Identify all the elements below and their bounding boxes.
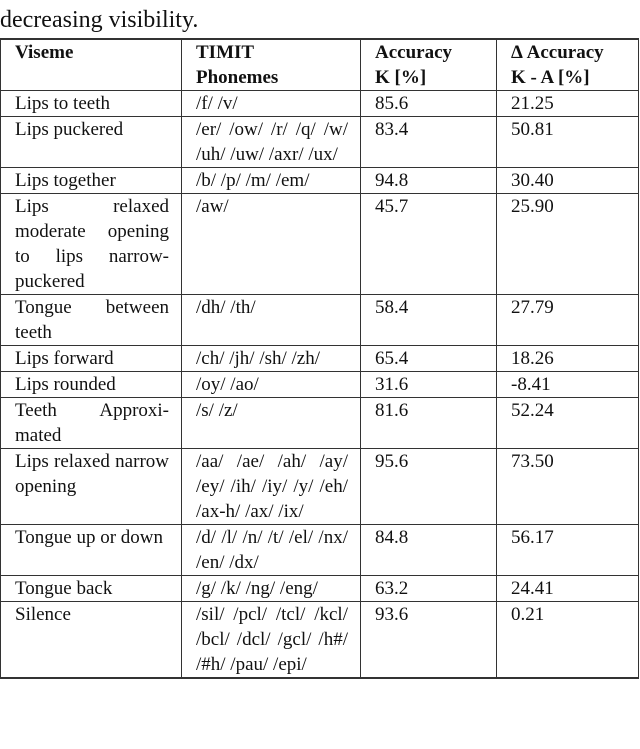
table-header-row — [1, 39, 639, 91]
delta-accuracy-cell: 27.79 — [497, 295, 639, 346]
delta-accuracy-cell: 73.50 — [497, 449, 639, 525]
delta-accuracy-cell: 18.26 — [497, 346, 639, 372]
accuracy-k-cell: 93.6 — [361, 602, 497, 679]
header-viseme — [1, 39, 182, 91]
caption-text: decreasing visibility. — [0, 7, 199, 33]
viseme-cell: Lips forward — [1, 346, 182, 372]
phonemes-cell: /ch/ /jh/ /sh/ /zh/ — [182, 346, 361, 372]
accuracy-k-cell: 63.2 — [361, 576, 497, 602]
table-row — [1, 194, 639, 295]
phonemes-cell: /f/ /v/ — [182, 91, 361, 117]
viseme-accuracy-table — [0, 38, 639, 679]
accuracy-k-cell: 94.8 — [361, 168, 497, 194]
table-row — [1, 295, 639, 346]
viseme-cell: Lips together — [1, 168, 182, 194]
table-row — [1, 91, 639, 117]
viseme-cell: Tongue back — [1, 576, 182, 602]
header-k-percent-label: K [%] — [375, 67, 427, 88]
viseme-cell: Lips to teeth — [1, 91, 182, 117]
accuracy-k-cell: 58.4 — [361, 295, 497, 346]
phonemes-cell: /b/ /p/ /m/ /em/ — [182, 168, 361, 194]
phonemes-cell: /sil/ /pcl/ /tcl/ /kcl/ /bcl/ /dcl/ /gcl/ /h#/ /#h/ /pau/ /epi/ — [182, 602, 361, 679]
accuracy-k-cell: 31.6 — [361, 372, 497, 398]
accuracy-k-cell: 45.7 — [361, 194, 497, 295]
header-timit-label: TIMIT — [196, 42, 255, 63]
accuracy-k-cell: 95.6 — [361, 449, 497, 525]
table-row — [1, 372, 639, 398]
delta-accuracy-cell: 52.24 — [497, 398, 639, 449]
header-k-minus-a-label: K - A [%] — [511, 67, 590, 88]
header-accuracy-k — [361, 39, 497, 91]
table-row — [1, 346, 639, 372]
viseme-cell: Teeth Approximated — [1, 398, 182, 449]
table-row — [1, 398, 639, 449]
table-row — [1, 449, 639, 525]
delta-accuracy-cell: 25.90 — [497, 194, 639, 295]
viseme-cell: Silence — [1, 602, 182, 679]
delta-accuracy-cell: 24.41 — [497, 576, 639, 602]
delta-accuracy-cell: 30.40 — [497, 168, 639, 194]
header-delta-accuracy-label: Δ Accuracy — [511, 42, 604, 63]
accuracy-k-cell: 81.6 — [361, 398, 497, 449]
delta-accuracy-cell: 56.17 — [497, 525, 639, 576]
header-accuracy-label: Accuracy — [375, 42, 453, 63]
delta-accuracy-cell: 50.81 — [497, 117, 639, 168]
header-timit-phonemes — [182, 39, 361, 91]
delta-accuracy-cell: 0.21 — [497, 602, 639, 679]
viseme-cell: Lips puckered — [1, 117, 182, 168]
delta-accuracy-cell: 21.25 — [497, 91, 639, 117]
viseme-cell: Lips relaxed narrow opening — [1, 449, 182, 525]
phonemes-cell: /er/ /ow/ /r/ /q/ /w/ /uh/ /uw/ /axr/ /ux/ — [182, 117, 361, 168]
header-viseme-label: Viseme — [15, 42, 74, 63]
phonemes-cell: /aa/ /ae/ /ah/ /ay/ /ey/ /ih/ /iy/ /y/ /eh/ /ax-h/ /ax/ /ix/ — [182, 449, 361, 525]
delta-accuracy-cell: -8.41 — [497, 372, 639, 398]
header-delta-accuracy — [497, 39, 639, 91]
table-row — [1, 576, 639, 602]
viseme-cell: Tongue between teeth — [1, 295, 182, 346]
phonemes-cell: /g/ /k/ /ng/ /eng/ — [182, 576, 361, 602]
phonemes-cell: /s/ /z/ — [182, 398, 361, 449]
table-row — [1, 602, 639, 679]
table-row — [1, 525, 639, 576]
viseme-cell: Lips relaxed moderate opening to lips narrow-puckered — [1, 194, 182, 295]
accuracy-k-cell: 84.8 — [361, 525, 497, 576]
table-row — [1, 117, 639, 168]
phonemes-cell: /d/ /l/ /n/ /t/ /el/ /nx/ /en/ /dx/ — [182, 525, 361, 576]
table-row — [1, 168, 639, 194]
accuracy-k-cell: 85.6 — [361, 91, 497, 117]
phonemes-cell: /dh/ /th/ — [182, 295, 361, 346]
viseme-cell: Tongue up or down — [1, 525, 182, 576]
phonemes-cell: /oy/ /ao/ — [182, 372, 361, 398]
viseme-cell: Lips rounded — [1, 372, 182, 398]
accuracy-k-cell: 83.4 — [361, 117, 497, 168]
phonemes-cell: /aw/ — [182, 194, 361, 295]
header-phonemes-label: Phonemes — [196, 67, 279, 88]
accuracy-k-cell: 65.4 — [361, 346, 497, 372]
